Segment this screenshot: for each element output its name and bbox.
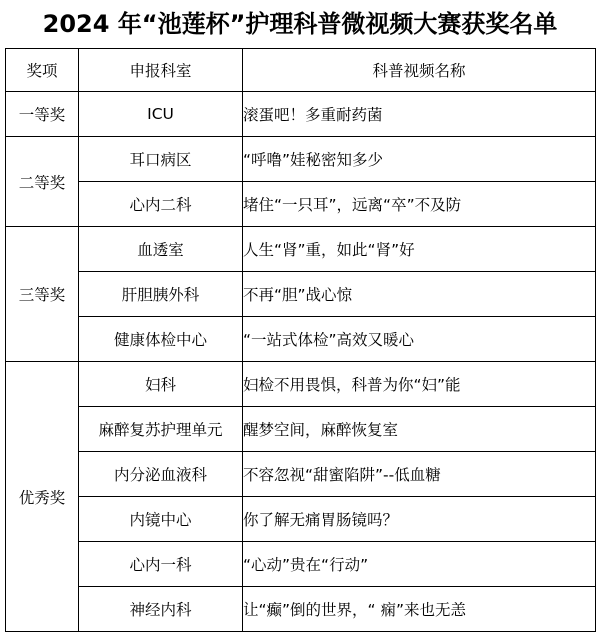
table-row	[6, 92, 596, 137]
header-video: 科普视频名称	[243, 49, 596, 92]
table-row	[6, 317, 596, 362]
page-title: 2024 年“池莲杯”护理科普微视频大赛获奖名单	[42, 10, 558, 38]
table-row	[6, 542, 596, 587]
video-title-cell: 滚蛋吧！多重耐药菌	[243, 92, 596, 137]
video-title-cell: 堵住“一只耳”，远离“卒”不及防	[243, 182, 596, 227]
video-title-cell: “心动”贵在“行动”	[243, 542, 596, 587]
table-header-row	[6, 49, 596, 92]
department-cell: 内镜中心	[79, 497, 243, 542]
table-row	[6, 407, 596, 452]
video-title-cell: 不再“胆”战心惊	[243, 272, 596, 317]
department-cell: 内分泌血液科	[79, 452, 243, 497]
video-title-cell: “一站式体检”高效又暖心	[243, 317, 596, 362]
award-level-cell: 三等奖	[6, 227, 79, 362]
table-row	[6, 272, 596, 317]
video-title-cell: 你了解无痛胃肠镜吗？	[243, 497, 596, 542]
video-title-cell: 人生“肾”重，如此“肾”好	[243, 227, 596, 272]
department-cell: 神经内科	[79, 587, 243, 632]
department-cell: ICU	[79, 92, 243, 137]
table-row	[6, 497, 596, 542]
award-level-cell: 一等奖	[6, 92, 79, 137]
table-row	[6, 452, 596, 497]
table-row	[6, 182, 596, 227]
award-table	[5, 48, 596, 632]
award-table-body	[6, 92, 596, 632]
video-title-cell: 让“癫”倒的世界，“ 痫”来也无恙	[243, 587, 596, 632]
video-title-cell: “呼噜”娃秘密知多少	[243, 137, 596, 182]
header-award: 奖项	[6, 49, 79, 92]
table-row	[6, 137, 596, 182]
video-title-cell: 不容忽视“甜蜜陷阱”--低血糖	[243, 452, 596, 497]
department-cell: 心内二科	[79, 182, 243, 227]
award-level-cell: 优秀奖	[6, 362, 79, 632]
table-row	[6, 227, 596, 272]
award-level-cell: 二等奖	[6, 137, 79, 227]
table-row	[6, 362, 596, 407]
video-title-cell: 醒梦空间，麻醉恢复室	[243, 407, 596, 452]
video-title-cell: 妇检不用畏惧，科普为你“妇”能	[243, 362, 596, 407]
department-cell: 肝胆胰外科	[79, 272, 243, 317]
department-cell: 血透室	[79, 227, 243, 272]
department-cell: 心内一科	[79, 542, 243, 587]
department-cell: 耳口病区	[79, 137, 243, 182]
header-department: 申报科室	[79, 49, 243, 92]
table-row	[6, 587, 596, 632]
department-cell: 麻醉复苏护理单元	[79, 407, 243, 452]
department-cell: 健康体检中心	[79, 317, 243, 362]
department-cell: 妇科	[79, 362, 243, 407]
